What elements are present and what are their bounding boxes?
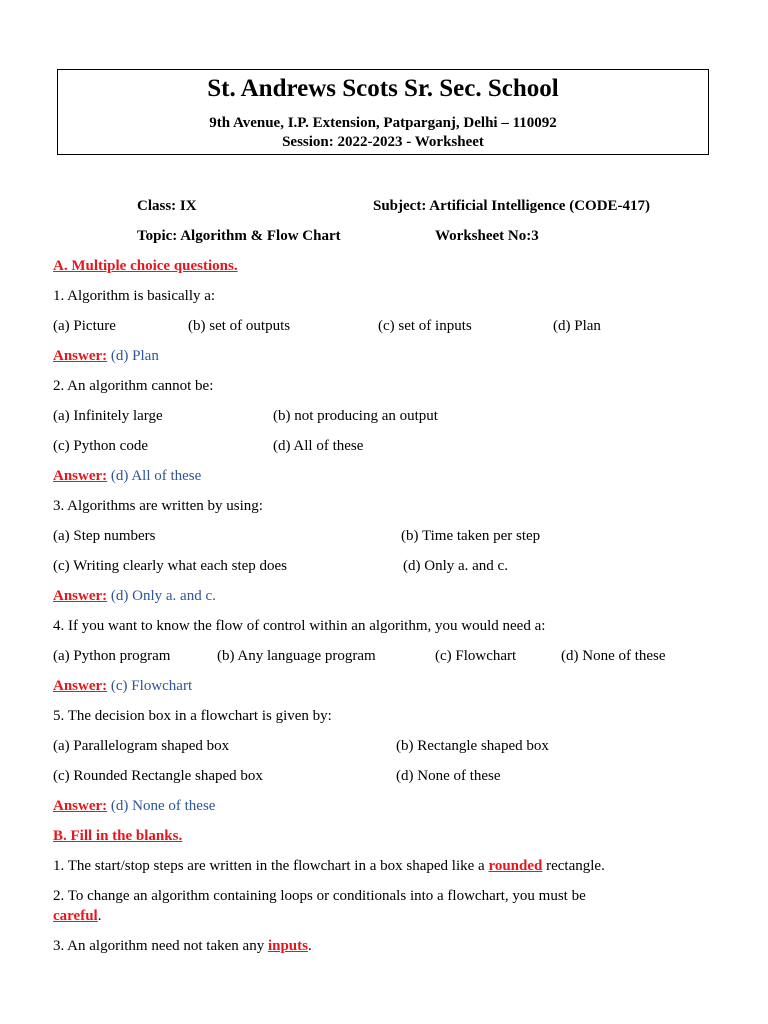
- question-4: 4. If you want to know the flow of control within an algorithm, you would need a:: [53, 618, 546, 634]
- section-b-title: B. Fill in the blanks.: [53, 828, 183, 844]
- section-a-title: A. Multiple choice questions.: [53, 258, 238, 274]
- q3-option-b: (b) Time taken per step: [401, 528, 541, 544]
- session-title: Session: 2022-2023 - Worksheet: [282, 134, 484, 150]
- school-header: [57, 69, 709, 155]
- fill-blank-text: rectangle.: [542, 858, 605, 874]
- q2-option-a: (a) Infinitely large: [53, 408, 163, 424]
- answer-value: (d) Plan: [107, 348, 159, 364]
- q4-answer: [53, 677, 192, 695]
- fill-blank-1: [53, 857, 605, 875]
- q1-option-a: (a) Picture: [53, 318, 116, 334]
- fill-blank-text: 1. The start/stop steps are written in the flowchart in a box shaped like a: [53, 858, 489, 874]
- q1-option-b: (b) set of outputs: [188, 318, 291, 334]
- subject-label: Subject: Artificial Intelligence (CODE-417): [373, 198, 651, 214]
- q1-option-d: (d) Plan: [553, 318, 601, 334]
- q2-option-d: (d) All of these: [273, 438, 364, 454]
- fill-blank-answer: inputs: [267, 938, 308, 954]
- q4-option-d: (d) None of these: [561, 648, 666, 664]
- q4-option-a: (a) Python program: [53, 648, 171, 664]
- school-address: 9th Avenue, I.P. Extension, Patparganj, Delhi – 110092: [209, 115, 557, 131]
- answer-label: Answer:: [53, 588, 108, 604]
- q3-option-c: (c) Writing clearly what each step does: [53, 558, 288, 574]
- q2-option-b: (b) not producing an output: [273, 408, 438, 424]
- fill-blank-text: .: [307, 938, 312, 954]
- answer-value: (d) All of these: [107, 468, 202, 484]
- worksheet-number: Worksheet No:3: [435, 228, 539, 244]
- answer-label: Answer:: [53, 468, 108, 484]
- answer-value: (d) Only a. and c.: [107, 588, 216, 604]
- question-2: 2. An algorithm cannot be:: [53, 378, 214, 394]
- fill-blank-text: 3. An algorithm need not taken any: [53, 938, 268, 954]
- fill-blank-answer: rounded: [488, 858, 543, 874]
- answer-label: Answer:: [53, 348, 108, 364]
- q5-option-b: (b) Rectangle shaped box: [396, 738, 549, 754]
- q2-answer: [53, 467, 201, 485]
- topic-label: Topic: Algorithm & Flow Chart: [137, 228, 341, 244]
- fill-blank-text: .: [97, 908, 102, 924]
- q1-answer: [53, 347, 159, 365]
- fill-blank-answer: careful: [53, 908, 98, 924]
- q3-answer: [53, 587, 216, 605]
- q5-option-d: (d) None of these: [396, 768, 501, 784]
- question-3: 3. Algorithms are written by using:: [53, 498, 263, 514]
- answer-label: Answer:: [53, 678, 108, 694]
- question-5: 5. The decision box in a flowchart is given by:: [53, 708, 332, 724]
- q5-option-c: (c) Rounded Rectangle shaped box: [53, 768, 263, 784]
- class-label: Class: IX: [137, 198, 197, 214]
- answer-value: (c) Flowchart: [107, 678, 193, 694]
- fill-blank-2-cont: [53, 907, 101, 925]
- fill-blank-2: 2. To change an algorithm containing loops or conditionals into a flowchart, you must be: [53, 888, 586, 904]
- answer-label: Answer:: [53, 798, 108, 814]
- q2-option-c: (c) Python code: [53, 438, 148, 454]
- q4-option-b: (b) Any language program: [217, 648, 376, 664]
- q1-option-c: (c) set of inputs: [378, 318, 472, 334]
- fill-blank-3: [53, 937, 312, 955]
- question-1: 1. Algorithm is basically a:: [53, 288, 216, 304]
- school-name: St. Andrews Scots Sr. Sec. School: [207, 75, 559, 102]
- q5-answer: [53, 797, 215, 815]
- q3-option-a: (a) Step numbers: [53, 528, 156, 544]
- q3-option-d: (d) Only a. and c.: [403, 558, 508, 574]
- q5-option-a: (a) Parallelogram shaped box: [53, 738, 230, 754]
- q4-option-c: (c) Flowchart: [435, 648, 517, 664]
- answer-value: (d) None of these: [107, 798, 216, 814]
